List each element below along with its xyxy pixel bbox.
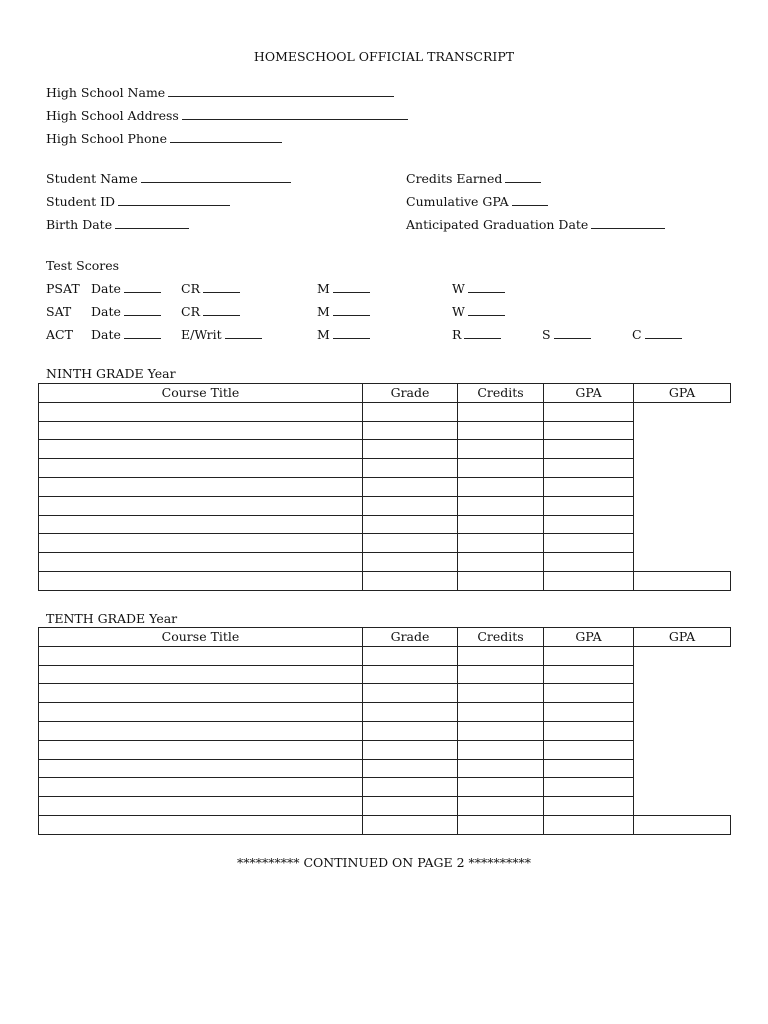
course-cell[interactable] bbox=[39, 684, 363, 703]
grade-cell[interactable] bbox=[363, 402, 458, 421]
column-header-gpa: GPA bbox=[544, 384, 634, 403]
tenth-grade-table bbox=[38, 627, 731, 835]
school-address-field[interactable] bbox=[182, 108, 408, 120]
grade-cell[interactable] bbox=[363, 421, 458, 440]
test-scores-heading: Test Scores bbox=[46, 258, 120, 273]
psat-cr-field[interactable] bbox=[203, 281, 240, 293]
gpa-cell[interactable] bbox=[544, 571, 634, 590]
act-m-field[interactable] bbox=[333, 327, 370, 339]
psat-date-row bbox=[91, 281, 161, 296]
credits-cell[interactable] bbox=[458, 684, 544, 703]
tenth-grade-heading: TENTH GRADE Year bbox=[46, 611, 178, 626]
student-name-field[interactable] bbox=[141, 171, 291, 183]
empty-cell bbox=[634, 421, 731, 440]
school-address-label: High School Address bbox=[46, 108, 179, 123]
grade-cell[interactable] bbox=[363, 740, 458, 759]
act-c-row bbox=[632, 327, 682, 342]
act-ewrit-field[interactable] bbox=[225, 327, 262, 339]
gpa-cell[interactable] bbox=[544, 797, 634, 816]
credits-cell[interactable] bbox=[458, 459, 544, 478]
sat-w-field[interactable] bbox=[468, 304, 505, 316]
course-cell[interactable] bbox=[39, 665, 363, 684]
birth-date-row bbox=[46, 217, 189, 232]
empty-cell bbox=[634, 646, 731, 665]
credits-cell[interactable] bbox=[458, 553, 544, 572]
column-header-credits: Credits bbox=[458, 628, 544, 647]
act-date-label: Date bbox=[91, 327, 121, 342]
column-header-gpa-total: GPA bbox=[634, 384, 731, 403]
grade-cell[interactable] bbox=[363, 459, 458, 478]
empty-cell bbox=[634, 740, 731, 759]
credits-cell[interactable] bbox=[458, 778, 544, 797]
sat-cr-row bbox=[181, 304, 240, 319]
empty-cell bbox=[634, 402, 731, 421]
table-row bbox=[39, 534, 731, 553]
course-cell[interactable] bbox=[39, 759, 363, 778]
course-cell[interactable] bbox=[39, 778, 363, 797]
sat-label: SAT bbox=[46, 304, 72, 319]
grade-cell[interactable] bbox=[363, 534, 458, 553]
cumulative-gpa-label: Cumulative GPA bbox=[406, 194, 509, 209]
gpa-cell[interactable] bbox=[544, 534, 634, 553]
gpa-cell[interactable] bbox=[544, 778, 634, 797]
course-cell[interactable] bbox=[39, 797, 363, 816]
gpa-cell[interactable] bbox=[544, 759, 634, 778]
birth-date-field[interactable] bbox=[115, 217, 189, 229]
grade-cell[interactable] bbox=[363, 553, 458, 572]
gpa-cell[interactable] bbox=[544, 815, 634, 834]
psat-label: PSAT bbox=[46, 281, 80, 296]
course-cell[interactable] bbox=[39, 740, 363, 759]
gpa-cell[interactable] bbox=[544, 703, 634, 722]
credits-cell[interactable] bbox=[458, 721, 544, 740]
act-m-label: M bbox=[317, 327, 330, 342]
course-cell[interactable] bbox=[39, 459, 363, 478]
credits-cell[interactable] bbox=[458, 477, 544, 496]
credits-cell[interactable] bbox=[458, 571, 544, 590]
course-cell[interactable] bbox=[39, 553, 363, 572]
course-cell[interactable] bbox=[39, 421, 363, 440]
empty-cell bbox=[634, 703, 731, 722]
table-row bbox=[39, 496, 731, 515]
gpa-cell[interactable] bbox=[544, 477, 634, 496]
gpa-cell[interactable] bbox=[544, 496, 634, 515]
act-s-label: S bbox=[542, 327, 551, 342]
table-row bbox=[39, 515, 731, 534]
column-header-grade: Grade bbox=[363, 628, 458, 647]
grade-cell[interactable] bbox=[363, 496, 458, 515]
psat-w-row bbox=[452, 281, 505, 296]
school-name-field[interactable] bbox=[168, 85, 394, 97]
grade-cell[interactable] bbox=[363, 778, 458, 797]
course-cell[interactable] bbox=[39, 477, 363, 496]
table-row bbox=[39, 778, 731, 797]
empty-cell bbox=[634, 440, 731, 459]
grade-cell[interactable] bbox=[363, 759, 458, 778]
table-row bbox=[39, 797, 731, 816]
table-row bbox=[39, 646, 731, 665]
psat-cr-label: CR bbox=[181, 281, 200, 296]
grade-cell[interactable] bbox=[363, 721, 458, 740]
column-header-course-title: Course Title bbox=[39, 628, 363, 647]
sat-w-label: W bbox=[452, 304, 465, 319]
table-row bbox=[39, 684, 731, 703]
grade-cell[interactable] bbox=[363, 646, 458, 665]
sat-cr-field[interactable] bbox=[203, 304, 240, 316]
psat-date-label: Date bbox=[91, 281, 121, 296]
grade-cell[interactable] bbox=[363, 665, 458, 684]
school-phone-label: High School Phone bbox=[46, 131, 167, 146]
empty-cell bbox=[634, 515, 731, 534]
grade-cell[interactable] bbox=[363, 477, 458, 496]
school-address-row bbox=[46, 108, 408, 123]
gpa-cell[interactable] bbox=[544, 646, 634, 665]
psat-m-label: M bbox=[317, 281, 330, 296]
credits-cell[interactable] bbox=[458, 759, 544, 778]
student-id-row bbox=[46, 194, 230, 209]
act-s-field[interactable] bbox=[554, 327, 591, 339]
credits-cell[interactable] bbox=[458, 402, 544, 421]
gpa-cell[interactable] bbox=[544, 421, 634, 440]
act-r-field[interactable] bbox=[464, 327, 501, 339]
table-header-row bbox=[39, 628, 731, 647]
psat-m-field[interactable] bbox=[333, 281, 370, 293]
table-row bbox=[39, 740, 731, 759]
empty-cell bbox=[634, 459, 731, 478]
table-header-row bbox=[39, 384, 731, 403]
column-header-gpa: GPA bbox=[544, 628, 634, 647]
grade-cell[interactable] bbox=[363, 684, 458, 703]
sat-date-label: Date bbox=[91, 304, 121, 319]
school-name-row bbox=[46, 85, 394, 100]
table-row bbox=[39, 459, 731, 478]
act-c-label: C bbox=[632, 327, 642, 342]
table-total-row bbox=[39, 815, 731, 834]
graduation-date-label: Anticipated Graduation Date bbox=[406, 217, 589, 232]
grade-cell[interactable] bbox=[363, 571, 458, 590]
credits-earned-row bbox=[406, 171, 541, 186]
table-total-row bbox=[39, 571, 731, 590]
course-cell[interactable] bbox=[39, 515, 363, 534]
credits-cell[interactable] bbox=[458, 496, 544, 515]
table-row bbox=[39, 421, 731, 440]
act-date-field[interactable] bbox=[124, 327, 161, 339]
sat-date-field[interactable] bbox=[124, 304, 161, 316]
course-cell[interactable] bbox=[39, 402, 363, 421]
grade-cell[interactable] bbox=[363, 815, 458, 834]
table-row bbox=[39, 665, 731, 684]
credits-cell[interactable] bbox=[458, 815, 544, 834]
table-row bbox=[39, 402, 731, 421]
table-row bbox=[39, 477, 731, 496]
credits-cell[interactable] bbox=[458, 515, 544, 534]
column-header-grade: Grade bbox=[363, 384, 458, 403]
empty-cell bbox=[634, 534, 731, 553]
course-cell[interactable] bbox=[39, 703, 363, 722]
gpa-cell[interactable] bbox=[544, 440, 634, 459]
credits-earned-label: Credits Earned bbox=[406, 171, 503, 186]
column-header-credits: Credits bbox=[458, 384, 544, 403]
grade-cell[interactable] bbox=[363, 440, 458, 459]
grade-cell[interactable] bbox=[363, 797, 458, 816]
gpa-cell[interactable] bbox=[544, 665, 634, 684]
document-title: HOMESCHOOL OFFICIAL TRANSCRIPT bbox=[253, 49, 515, 64]
sat-m-field[interactable] bbox=[333, 304, 370, 316]
act-ewrit-label: E/Writ bbox=[181, 327, 222, 342]
psat-w-label: W bbox=[452, 281, 465, 296]
act-date-row bbox=[91, 327, 161, 342]
credits-cell[interactable] bbox=[458, 740, 544, 759]
graduation-date-row bbox=[406, 217, 665, 232]
gpa-cell[interactable] bbox=[544, 515, 634, 534]
psat-m-row bbox=[317, 281, 370, 296]
gpa-cell[interactable] bbox=[544, 553, 634, 572]
act-r-row bbox=[452, 327, 501, 342]
credits-cell[interactable] bbox=[458, 646, 544, 665]
empty-cell bbox=[634, 496, 731, 515]
column-header-gpa-total: GPA bbox=[634, 628, 731, 647]
cumulative-gpa-field[interactable] bbox=[512, 194, 548, 206]
student-name-row bbox=[46, 171, 291, 186]
empty-cell bbox=[634, 778, 731, 797]
course-cell[interactable] bbox=[39, 815, 363, 834]
ninth-grade-heading: NINTH GRADE Year bbox=[46, 366, 176, 381]
grade-cell[interactable] bbox=[363, 515, 458, 534]
table-row bbox=[39, 553, 731, 572]
credits-cell[interactable] bbox=[458, 421, 544, 440]
empty-cell bbox=[634, 553, 731, 572]
credits-cell[interactable] bbox=[458, 534, 544, 553]
empty-cell bbox=[634, 759, 731, 778]
empty-cell bbox=[634, 684, 731, 703]
table-row bbox=[39, 440, 731, 459]
school-phone-row bbox=[46, 131, 282, 146]
student-name-label: Student Name bbox=[46, 171, 138, 186]
psat-cr-row bbox=[181, 281, 240, 296]
student-id-field[interactable] bbox=[118, 194, 230, 206]
sat-date-row bbox=[91, 304, 161, 319]
gpa-cell[interactable] bbox=[544, 402, 634, 421]
student-id-label: Student ID bbox=[46, 194, 116, 209]
continued-footer: ********** CONTINUED ON PAGE 2 ********** bbox=[236, 855, 532, 870]
course-cell[interactable] bbox=[39, 534, 363, 553]
table-row bbox=[39, 759, 731, 778]
ninth-grade-table bbox=[38, 383, 731, 591]
graduation-date-field[interactable] bbox=[591, 217, 665, 229]
empty-cell bbox=[634, 477, 731, 496]
school-phone-field[interactable] bbox=[170, 131, 282, 143]
gpa-cell[interactable] bbox=[544, 684, 634, 703]
course-cell[interactable] bbox=[39, 496, 363, 515]
act-r-label: R bbox=[452, 327, 462, 342]
credits-earned-field[interactable] bbox=[505, 171, 541, 183]
credits-cell[interactable] bbox=[458, 797, 544, 816]
credits-cell[interactable] bbox=[458, 440, 544, 459]
psat-w-field[interactable] bbox=[468, 281, 505, 293]
gpa-cell[interactable] bbox=[544, 459, 634, 478]
credits-cell[interactable] bbox=[458, 665, 544, 684]
empty-cell bbox=[634, 797, 731, 816]
course-cell[interactable] bbox=[39, 571, 363, 590]
empty-cell bbox=[634, 665, 731, 684]
act-c-field[interactable] bbox=[645, 327, 682, 339]
gpa-total-cell[interactable] bbox=[634, 571, 731, 590]
empty-cell bbox=[634, 721, 731, 740]
grade-cell[interactable] bbox=[363, 703, 458, 722]
school-name-label: High School Name bbox=[46, 85, 166, 100]
act-m-row bbox=[317, 327, 370, 342]
sat-m-row bbox=[317, 304, 370, 319]
course-cell[interactable] bbox=[39, 721, 363, 740]
sat-m-label: M bbox=[317, 304, 330, 319]
gpa-total-cell[interactable] bbox=[634, 815, 731, 834]
table-row bbox=[39, 721, 731, 740]
gpa-cell[interactable] bbox=[544, 721, 634, 740]
cumulative-gpa-row bbox=[406, 194, 548, 209]
sat-cr-label: CR bbox=[181, 304, 200, 319]
credits-cell[interactable] bbox=[458, 703, 544, 722]
act-ewrit-row bbox=[181, 327, 262, 342]
column-header-course-title: Course Title bbox=[39, 384, 363, 403]
act-s-row bbox=[542, 327, 591, 342]
course-cell[interactable] bbox=[39, 646, 363, 665]
birth-date-label: Birth Date bbox=[46, 217, 113, 232]
table-row bbox=[39, 703, 731, 722]
sat-w-row bbox=[452, 304, 505, 319]
gpa-cell[interactable] bbox=[544, 740, 634, 759]
psat-date-field[interactable] bbox=[124, 281, 161, 293]
course-cell[interactable] bbox=[39, 440, 363, 459]
act-label: ACT bbox=[46, 327, 73, 342]
